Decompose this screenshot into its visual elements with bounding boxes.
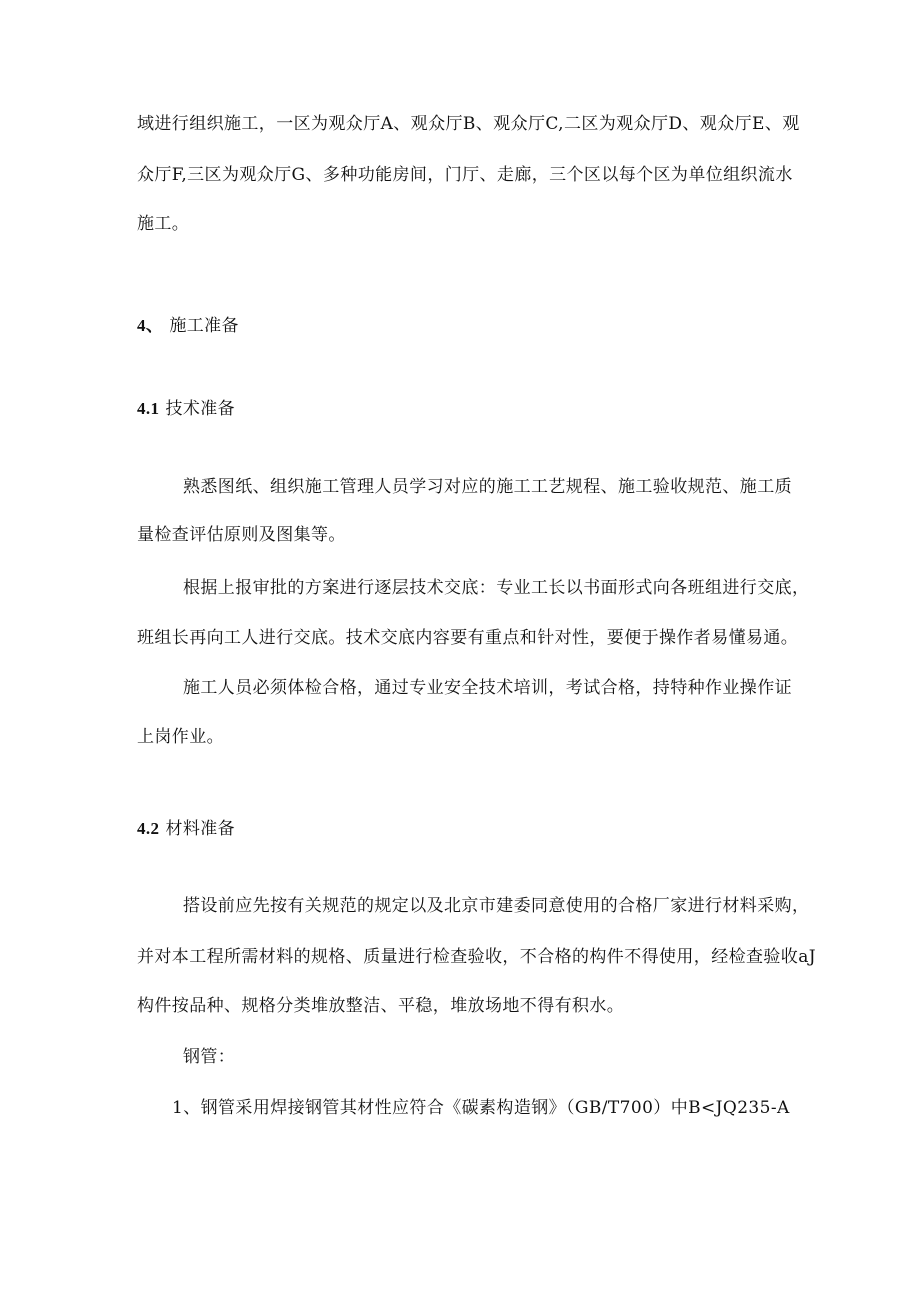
section-4-2-number: 4.2: [137, 819, 160, 838]
material-para-line-1: 搭设前应先按有关规范的规定以及北京市建委同意使用的合格厂家进行材料采购，: [183, 896, 810, 916]
material-para-line-3: 构件按品种、规格分类堆放整洁、平稳，堆放场地不得有积水。: [137, 996, 625, 1016]
intro-line-2: 众厅F,三区为观众厅G、多种功能房间，门厅、走廊，三个区以每个区为单位组织流水: [137, 165, 793, 185]
section-4-title: 施工准备: [169, 316, 239, 336]
tech-para-1-line-2: 量检查评估原则及图集等。: [137, 525, 346, 545]
material-para-line-2: 并对本工程所需材料的规格、质量进行检查验收，不合格的构件不得使用，经检查验收aJ: [137, 947, 816, 967]
tech-para-3-line-2: 上岗作业。: [137, 727, 224, 747]
tech-para-1-line-1: 熟悉图纸、组织施工管理人员学习对应的施工工艺规程、施工验收规范、施工质: [183, 477, 792, 497]
tech-para-2-line-2: 班组长再向工人进行交底。技术交底内容要有重点和针对性，要便于操作者易懂易通。: [137, 628, 799, 648]
section-4-2-title: 材料准备: [165, 819, 236, 839]
intro-line-3: 施工。: [137, 214, 190, 234]
intro-line-1: 域进行组织施工，一区为观众厅A、观众厅B、观众厅C,二区为观众厅D、观众厅E、观: [137, 114, 800, 134]
section-4-1-heading: [137, 397, 235, 421]
tech-para-3-line-1: 施工人员必须体检合格，通过专业安全技术培训，考试合格，持特种作业操作证: [183, 678, 792, 698]
section-4-1-number: 4.1: [137, 399, 160, 418]
steel-pipe-list-item-1: 1、钢管采用焊接钢管其材性应符合《碳素构造钢》（GB/T700）中B<JQ235-A: [172, 1098, 790, 1118]
section-4-number: 4、: [137, 316, 164, 335]
section-4-heading: [137, 314, 239, 338]
section-4-2-heading: [137, 817, 235, 841]
section-4-1-title: 技术准备: [165, 399, 236, 419]
steel-pipe-label: 钢管：: [183, 1047, 236, 1067]
tech-para-2-line-1: 根据上报审批的方案进行逐层技术交底：专业工长以书面形式向各班组进行交底，: [183, 578, 810, 598]
